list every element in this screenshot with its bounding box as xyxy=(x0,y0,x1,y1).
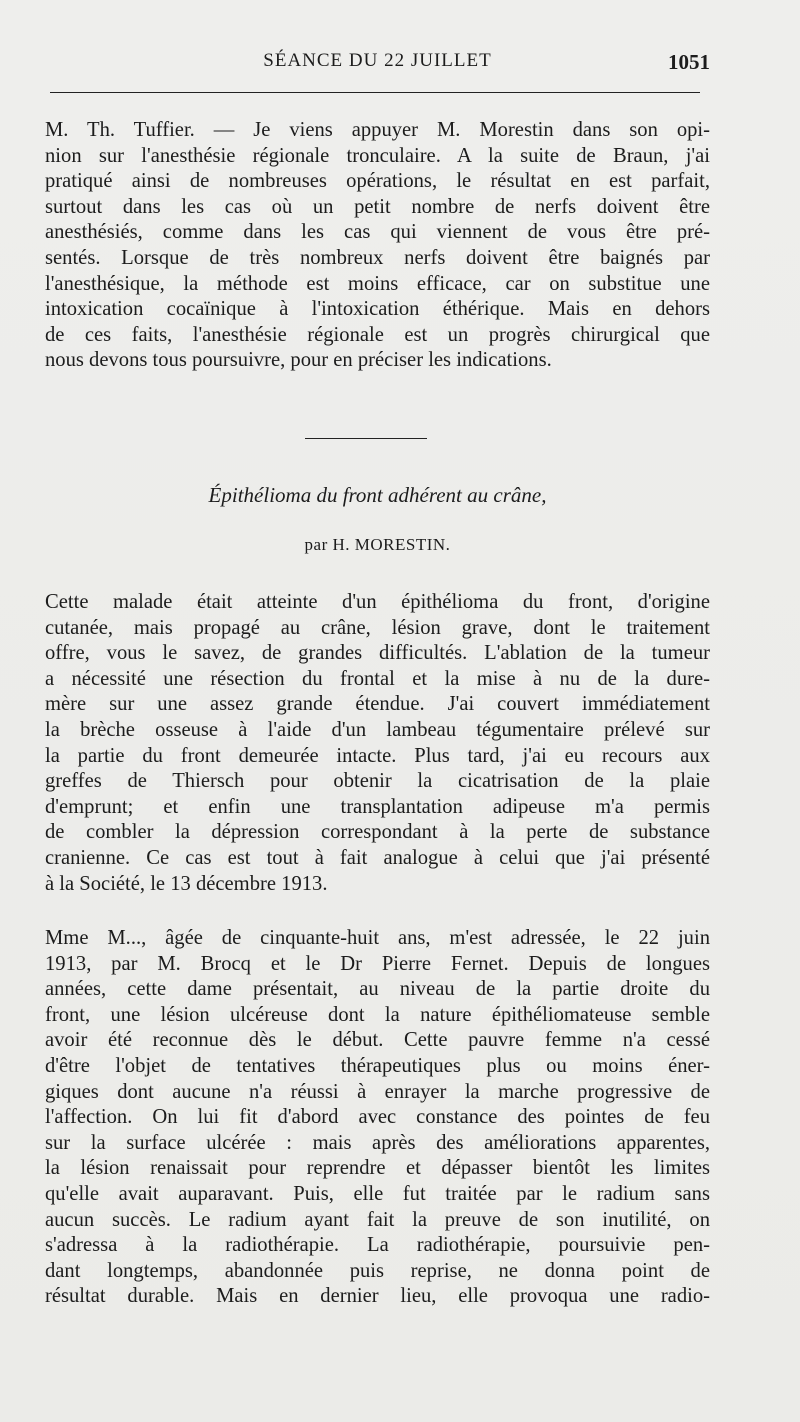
text-line: 1913, par M. Brocq et le Dr Pierre Fernet. Depuis de longues xyxy=(45,952,710,975)
text-line: nion sur l'anesthésie régionale tronculaire. A la suite de Braun, j'ai xyxy=(45,144,710,167)
text-line: sur la surface ulcérée : mais après des améliorations apparentes, xyxy=(45,1131,710,1154)
article-byline: par H. MORESTIN. xyxy=(304,535,451,554)
text-line: résultat durable. Mais en dernier lieu, elle provoqua une radio- xyxy=(45,1285,710,1308)
text-line: aucun succès. Le radium ayant fait la preuve de son inutilité, on xyxy=(45,1208,710,1231)
section-divider xyxy=(305,438,427,439)
text-line: de ces faits, l'anesthésie régionale est un progrès chirurgical que xyxy=(45,323,710,346)
running-title: SÉANCE DU 22 JUILLET xyxy=(263,50,492,71)
text-line: sentés. Lorsque de très nombreux nerfs doivent être baignés par xyxy=(45,246,710,269)
text-line: de combler la dépression correspondant à la perte de substance xyxy=(45,821,710,844)
text-line: qu'elle avait auparavant. Puis, elle fut traitée par le radium sans xyxy=(45,1182,710,1205)
text-line: l'affection. On lui fit d'abord avec constance des pointes de feu xyxy=(45,1106,710,1129)
text-line: pratiqué ainsi de nombreuses opérations, le résultat en est parfait, xyxy=(45,170,710,193)
text-line: anesthésiés, comme dans les cas qui viennent de vous être pré- xyxy=(45,221,710,244)
text-line: Cette malade était atteinte d'un épithélioma du front, d'origine xyxy=(45,591,710,613)
text-line: nous devons tous poursuivre, pour en préciser les indications. xyxy=(45,349,552,372)
header-rule xyxy=(50,92,700,93)
paragraph-case xyxy=(45,926,710,1310)
text-line: années, cette dame présentait, au niveau de la partie droite du xyxy=(45,978,710,1001)
text-line: cutanée, mais propagé au crâne, lésion grave, dont le traitement xyxy=(45,616,710,639)
text-line: la brèche osseuse à l'aide d'un lambeau tégumentaire prélevé sur xyxy=(45,718,710,741)
text-line: surtout dans les cas où un petit nombre de nerfs doivent être xyxy=(45,195,710,218)
text-line: intoxication cocaïnique à l'intoxication éthérique. Mais en dehors xyxy=(45,298,710,321)
paragraph-tuffier xyxy=(45,118,710,374)
page-number: 1051 xyxy=(668,50,710,74)
text-line: cranienne. Ce cas est tout à fait analogue à celui que j'ai présenté xyxy=(45,846,710,869)
text-line: d'être l'objet de tentatives thérapeutiques plus ou moins éner- xyxy=(45,1054,710,1077)
paragraph-intro xyxy=(45,590,710,897)
text-line: à la Société, le 13 décembre 1913. xyxy=(45,872,328,895)
article-title: Épithélioma du front adhérent au crâne, xyxy=(208,483,547,507)
page-header xyxy=(45,50,710,80)
text-line: mère sur une assez grande étendue. J'ai couvert immédiatement xyxy=(45,693,710,716)
text-line: offre, vous le savez, de grandes difficultés. L'ablation de la tumeur xyxy=(45,642,710,665)
text-line: dant longtemps, abandonnée puis reprise, ne donna point de xyxy=(45,1259,710,1282)
text-line: front, une lésion ulcéreuse dont la nature épithéliomateuse semble xyxy=(45,1003,710,1026)
text-line: la lésion renaissait pour reprendre et dépasser bientôt les limites xyxy=(45,1157,710,1180)
text-line: a nécessité une résection du frontal et la mise à nu de la dure- xyxy=(45,667,710,690)
text-line: l'anesthésique, la méthode est moins efficace, car on substitue une xyxy=(45,272,710,295)
text-line: giques dont aucune n'a réussi à enrayer la marche progressive de xyxy=(45,1080,710,1103)
text-line: greffes de Thiersch pour obtenir la cicatrisation de la plaie xyxy=(45,770,710,793)
text-line: d'emprunt; et enfin une transplantation adipeuse m'a permis xyxy=(45,795,710,818)
text-line: Mme M..., âgée de cinquante-huit ans, m'est adressée, le 22 juin xyxy=(45,927,710,949)
text-line: la partie du front demeurée intacte. Plus tard, j'ai eu recours aux xyxy=(45,744,710,767)
text-line: M. Th. Tuffier. — Je viens appuyer M. Morestin dans son opi- xyxy=(45,119,710,141)
text-line: avoir été reconnue dès le début. Cette pauvre femme n'a cessé xyxy=(45,1029,710,1052)
text-line: s'adressa à la radiothérapie. La radiothérapie, poursuivie pen- xyxy=(45,1234,710,1257)
